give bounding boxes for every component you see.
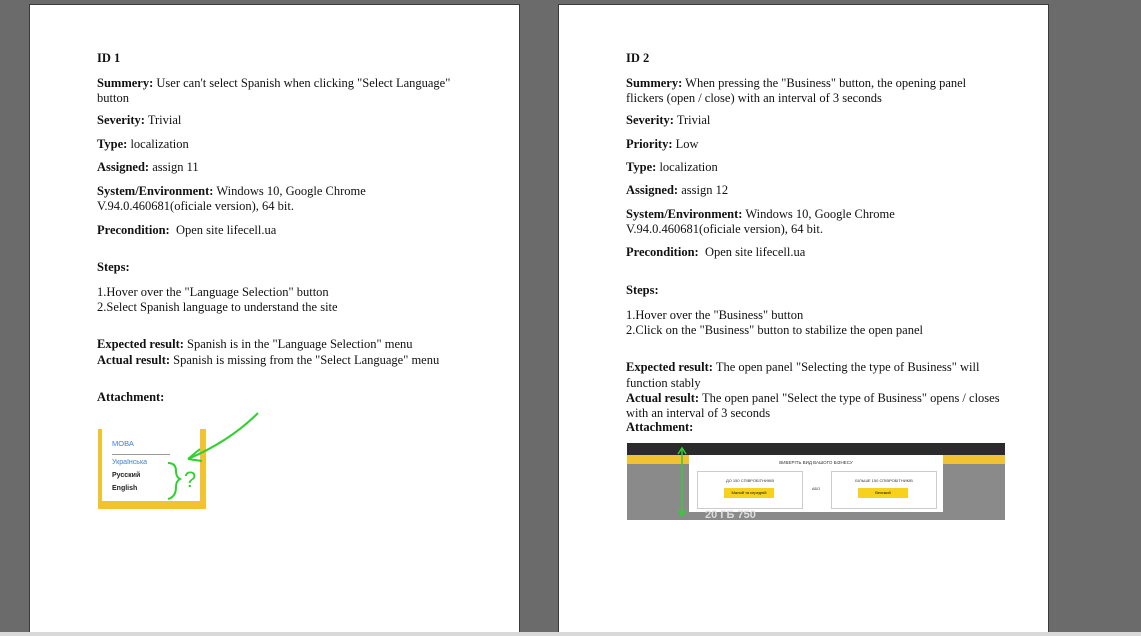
vertical-arrow-annotation-icon	[674, 443, 694, 520]
actual-result-continuation: with an interval of 3 seconds	[626, 406, 771, 420]
step-item: 2.Click on the "Business" button to stabilize the open panel	[626, 323, 923, 337]
step-item: 1.Hover over the "Business" button	[626, 308, 804, 322]
precondition-field: Precondition: Open site lifecell.ua	[626, 245, 806, 259]
environment-version: V.94.0.460681(oficiale version), 64 bit.	[97, 199, 294, 213]
bug-id: ID 1	[97, 51, 121, 65]
steps-heading: Steps:	[626, 283, 659, 297]
severity-field: Severity: Trivial	[626, 113, 711, 127]
or-label: АБО	[811, 486, 821, 491]
small-business-button: Малий та середній	[724, 488, 774, 498]
small-business-label: ДО 150 СПІВРОБІТНИКІВ	[725, 478, 774, 483]
environment-field: System/Environment: Windows 10, Google Chrome	[97, 184, 366, 198]
window-bottom-bar	[0, 632, 1141, 636]
summary-field: Summery: When pressing the "Business" button, the opening panel	[626, 76, 967, 90]
assigned-field: Assigned: assign 12	[626, 183, 729, 197]
language-option: Русский	[112, 472, 141, 479]
attachment-heading: Attachment:	[97, 390, 165, 404]
assigned-field: Assigned: assign 11	[97, 160, 199, 174]
question-mark-annotation: ?	[184, 467, 197, 492]
summary-continuation: flickers (open / close) with an interval of 3 seconds	[626, 91, 882, 105]
bug-id: ID 2	[626, 51, 650, 65]
document-page-1	[29, 4, 520, 636]
language-menu-header: МОВА	[112, 439, 134, 448]
large-business-card	[831, 471, 937, 509]
expected-result-continuation: function stably	[626, 376, 701, 390]
small-business-card	[697, 471, 803, 509]
type-field: Type: localization	[97, 137, 189, 151]
summary-field: Summery: User can't select Spanish when clicking "Select Language" button	[97, 76, 451, 105]
business-type-panel	[689, 455, 943, 512]
type-field: Type: localization	[626, 160, 718, 174]
environment-version: V.94.0.460681(oficiale version), 64 bit.	[626, 222, 823, 236]
promo-banner-text: 20 ГБ 750	[705, 509, 756, 520]
annotation-arrow-icon	[180, 411, 280, 471]
large-business-label: БІЛЬШЕ 150 СПІВРОБІТНИКІВ	[855, 478, 913, 483]
severity-field: Severity: Trivial	[97, 113, 182, 127]
language-option: English	[112, 485, 138, 492]
priority-field: Priority: Low	[626, 137, 699, 151]
panel-title: ВИБЕРІТЬ ВИД ВАШОГО БІЗНЕСУ	[779, 460, 853, 465]
large-business-button: Великий	[858, 488, 908, 498]
attachment-heading: Attachment:	[626, 420, 694, 434]
expected-result-field: Expected result: Spanish is in the "Language Selection" menu	[97, 337, 413, 351]
business-panel-screenshot	[627, 443, 1005, 520]
step-item: 2.Select Spanish language to understand the site	[97, 300, 338, 314]
steps-heading: Steps:	[97, 260, 130, 274]
language-option: Українська	[112, 459, 148, 466]
step-item: 1.Hover over the "Language Selection" button	[97, 285, 329, 299]
actual-result-field: Actual result: The open panel "Select the type of Business" opens / closes	[626, 391, 1000, 405]
precondition-field: Precondition: Open site lifecell.ua	[97, 223, 277, 237]
environment-field: System/Environment: Windows 10, Google Chrome	[626, 207, 895, 221]
actual-result-field: Actual result: Spanish is missing from the "Select Language" menu	[97, 353, 440, 367]
document-page-2	[558, 4, 1049, 636]
expected-result-field: Expected result: The open panel "Selecting the type of Business" will	[626, 360, 980, 374]
